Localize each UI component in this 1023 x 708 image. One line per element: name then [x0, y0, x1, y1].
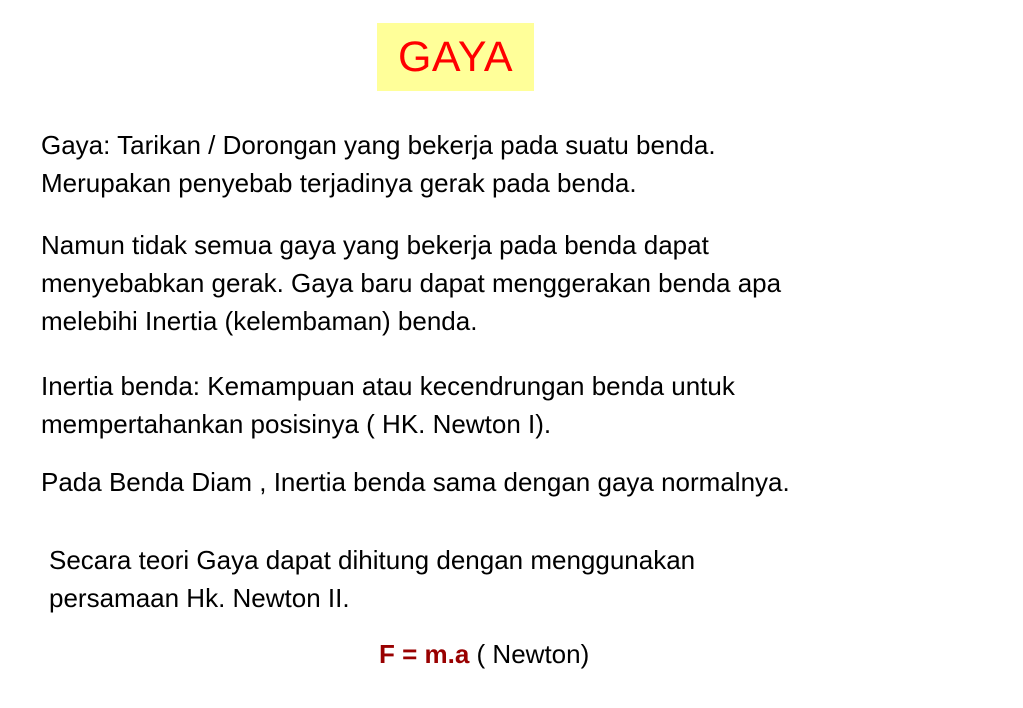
paragraph-line: Inertia benda: Kemampuan atau kecendrungan benda untuk: [41, 371, 735, 401]
paragraph-newton-second-law: [49, 541, 695, 617]
paragraph-still-object: [41, 463, 790, 501]
paragraph-line: Merupakan penyebab terjadinya gerak pada benda.: [41, 168, 637, 198]
paragraph-line: Gaya: Tarikan / Dorongan yang bekerja pada suatu benda.: [41, 130, 716, 160]
formula-unit: ( Newton): [469, 639, 590, 669]
paragraph-inertia-definition: [41, 367, 735, 443]
paragraph-line: persamaan Hk. Newton II.: [49, 583, 350, 613]
paragraph-line: Secara teori Gaya dapat dihitung dengan menggunakan: [49, 545, 696, 575]
formula: [379, 635, 589, 673]
paragraph-definition: [41, 126, 716, 202]
slide-title: GAYA: [397, 32, 514, 81]
paragraph-line: Namun tidak semua gaya yang bekerja pada benda dapat: [41, 230, 709, 260]
paragraph-inertia-condition: [41, 226, 781, 340]
formula-expression: F = m.a: [379, 639, 470, 669]
paragraph-line: Pada Benda Diam , Inertia benda sama dengan gaya normalnya.: [41, 467, 790, 497]
title-box: [377, 23, 534, 91]
paragraph-line: mempertahankan posisinya ( HK. Newton I).: [41, 409, 552, 439]
paragraph-line: menyebabkan gerak. Gaya baru dapat menggerakan benda apa: [41, 268, 782, 298]
paragraph-line: melebihi Inertia (kelembaman) benda.: [41, 306, 478, 336]
